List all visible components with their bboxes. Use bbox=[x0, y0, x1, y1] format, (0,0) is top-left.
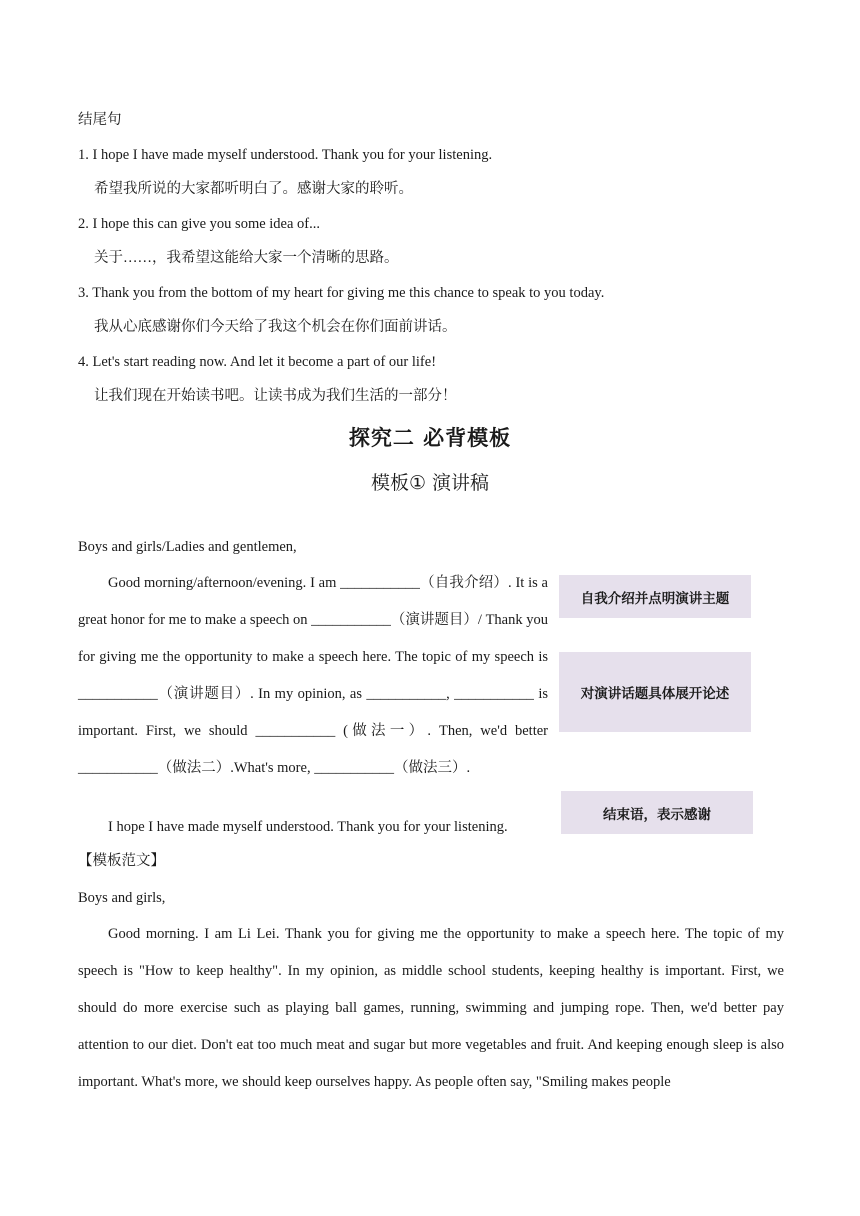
note-box-discussion: 对演讲话题具体展开论述 bbox=[559, 652, 751, 732]
template-body-text: Good morning/afternoon/evening. I am ___________（自我介绍）. It is a great honor for me to make a speech on ___________（演讲题目）/ Thank you for giving me the opportunity to make a speech here. The topic of my speech is ___________（演讲题目）. In my opinion, as ___________, ___________ is important. First, we should ___________ (做法一）. Then, we'd better ___________（做法二）.What's more, ___________（做法三）. bbox=[78, 575, 548, 776]
sample-label: 【模板范文】 bbox=[78, 853, 165, 869]
template-body bbox=[78, 565, 548, 787]
ending-item-4-en: 4. Let's start reading now. And let it become a part of our life! bbox=[78, 354, 437, 370]
sample-body-text: Good morning. I am Li Lei. Thank you for giving me the opportunity to make a speech here. The topic of my speech is "How to keep healthy". In my opinion, as middle school students, keeping healthy is important. First, we should do more exercise such as playing ball games, running, swimming and jumping rope. Then, we'd better pay attention to our diet. Don't eat too much meat and sugar but more vegetables and fruit. And keeping enough sleep is also important. What's more, we should keep ourselves happy. As people often say, "Smiling makes people bbox=[78, 926, 784, 1090]
ending-item-3-zh: 我从心底感谢你们今天给了我这个机会在你们面前讲话。 bbox=[94, 319, 457, 335]
section-title: 探究二 必背模板 bbox=[348, 426, 512, 450]
ending-item-1-en: 1. I hope I have made myself understood. Thank you for your listening. bbox=[78, 147, 493, 163]
note-box-closing: 结束语，表示感谢 bbox=[561, 791, 753, 834]
template-closing: I hope I have made myself understood. Thank you for your listening. bbox=[108, 819, 508, 835]
ending-item-2-en: 2. I hope this can give you some idea of... bbox=[78, 216, 321, 232]
sample-body bbox=[78, 916, 784, 1101]
sample-greeting: Boys and girls, bbox=[78, 890, 166, 906]
note-box-introduction: 自我介绍并点明演讲主题 bbox=[559, 575, 751, 618]
ending-item-4-zh: 让我们现在开始读书吧。让读书成为我们生活的一部分！ bbox=[94, 388, 457, 404]
template-greeting: Boys and girls/Ladies and gentlemen, bbox=[78, 539, 297, 555]
section-subtitle: 模板① 演讲稿 bbox=[370, 472, 490, 494]
ending-item-3-en: 3. Thank you from the bottom of my heart for giving me this chance to speak to you today. bbox=[78, 285, 605, 301]
ending-item-2-zh: 关于……，我希望这能给大家一个清晰的思路。 bbox=[94, 250, 399, 266]
ending-item-1-zh: 希望我所说的大家都听明白了。感谢大家的聆听。 bbox=[94, 181, 413, 197]
ending-section-title: 结尾句 bbox=[78, 112, 122, 128]
